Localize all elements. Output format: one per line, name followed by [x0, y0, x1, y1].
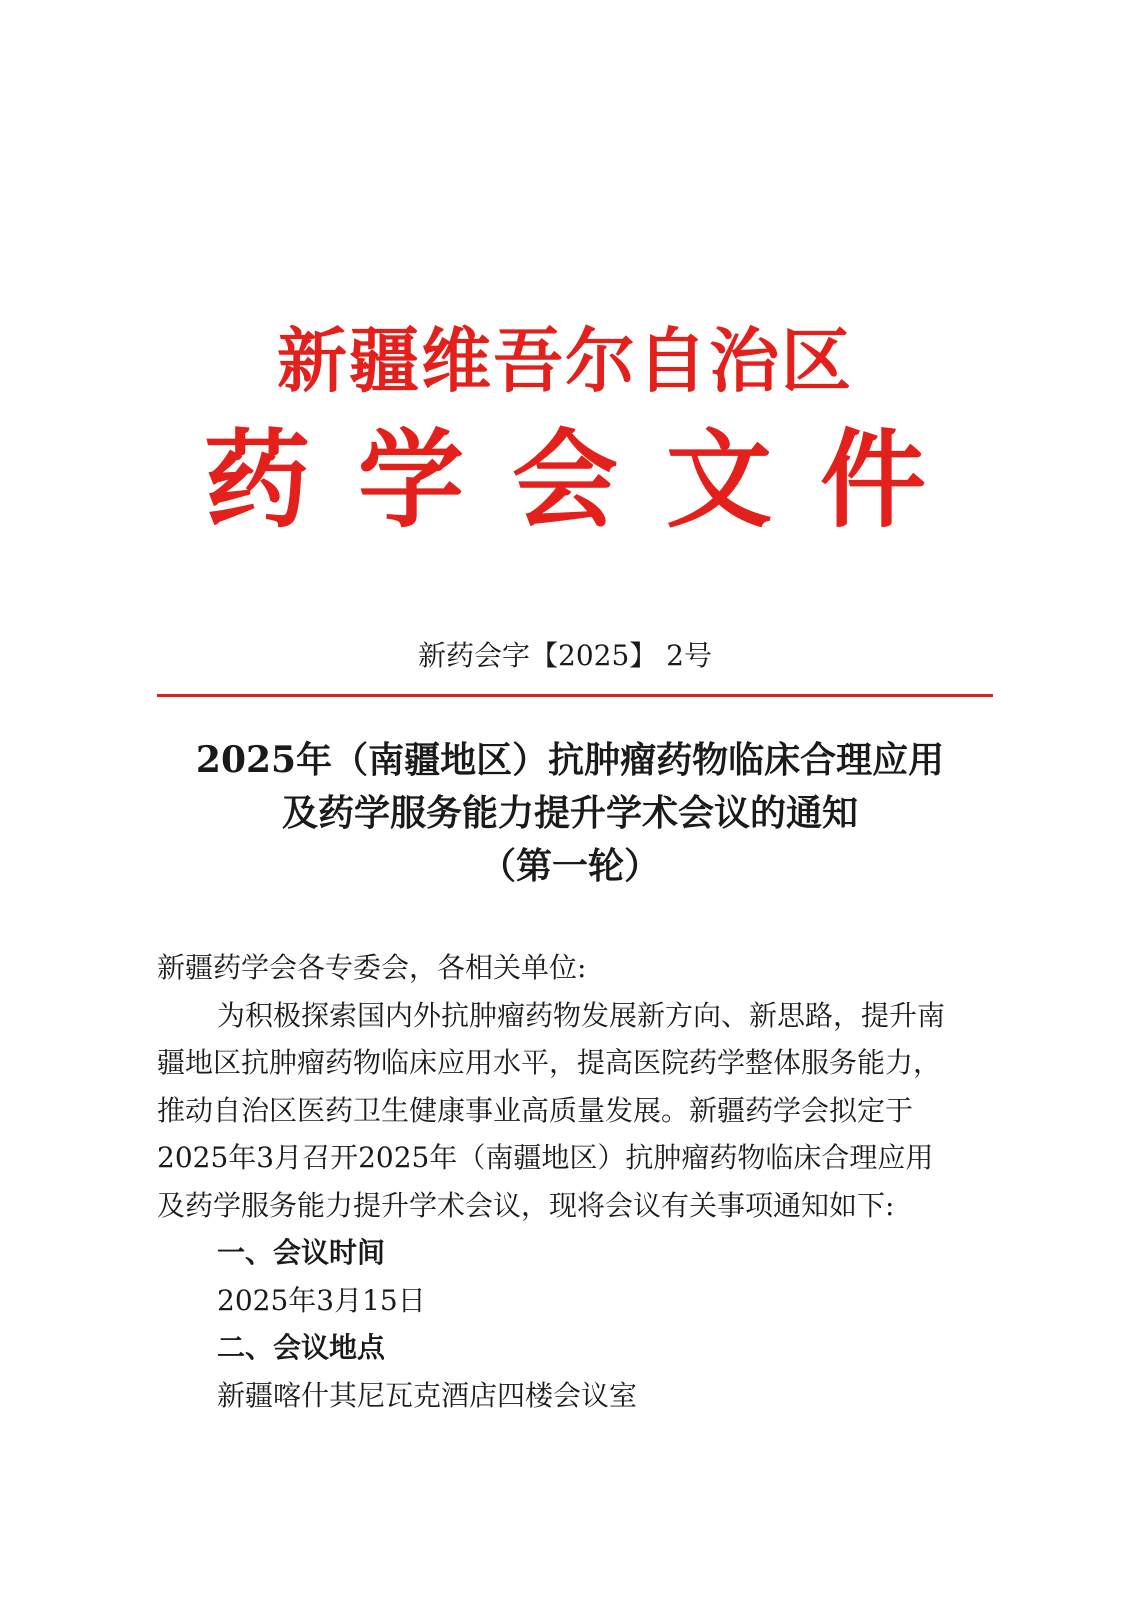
header-organization: 新疆维吾尔自治区	[277, 319, 853, 402]
document-body	[157, 944, 997, 1419]
paragraph-line-5: 及药学服务能力提升学术会议，现将会议有关事项通知如下:	[157, 1188, 895, 1222]
meeting-date: 2025年3月15日	[217, 1283, 426, 1317]
meeting-location: 新疆喀什其尼瓦克酒店四楼会议室	[217, 1378, 638, 1412]
paragraph-line-1: 为积极探索国内外抗肿瘤药物发展新方向、新思路，提升南	[217, 998, 946, 1032]
section-heading-location: 二、会议地点	[217, 1331, 386, 1364]
title-line-3: （第一轮）	[479, 845, 660, 887]
salutation: 新疆药学会各专委会，各相关单位:	[157, 951, 587, 984]
red-divider	[157, 694, 993, 697]
title-line-2: 及药学服务能力提升学术会议的通知	[281, 792, 858, 834]
title-line-1: 2025年（南疆地区）抗肿瘤药物临床合理应用	[195, 739, 945, 781]
paragraph-line-4: 2025年3月召开2025年（南疆地区）抗肿瘤药物临床合理应用	[157, 1141, 934, 1174]
document-title	[140, 734, 1000, 893]
paragraph-line-2: 疆地区抗肿瘤药物临床应用水平，提高医院药学整体服务能力，	[157, 1046, 942, 1079]
section-heading-time: 一、会议时间	[217, 1236, 386, 1269]
document-number: 新药会字【2025】 2号	[418, 639, 712, 672]
header-document-type: 药学会文件	[204, 417, 974, 542]
paragraph-line-3: 推动自治区医药卫生健康事业高质量发展。新疆药学会拟定于	[157, 1093, 914, 1127]
